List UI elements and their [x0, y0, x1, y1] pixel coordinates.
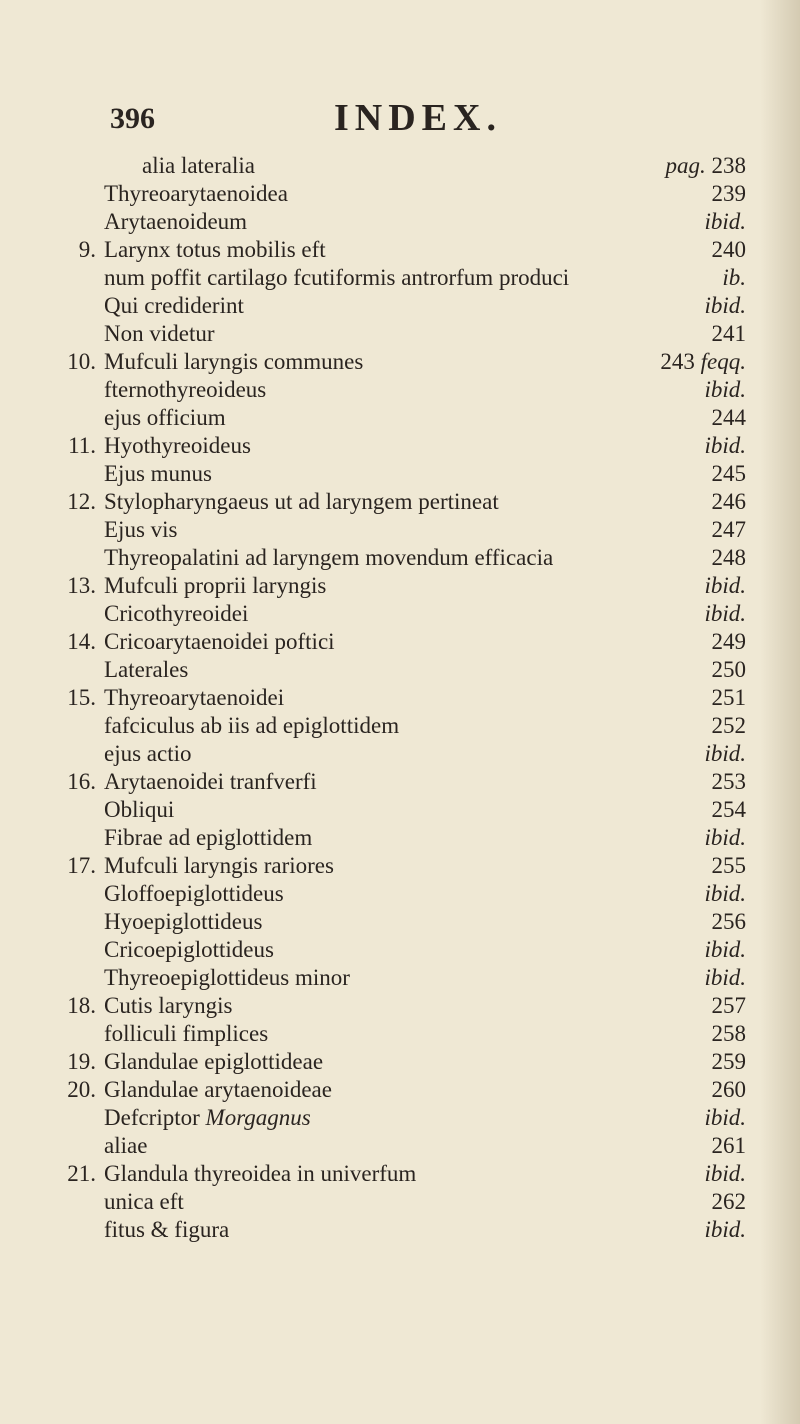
- index-entry: [46, 1160, 746, 1188]
- index-entry: [46, 852, 746, 880]
- entry-label: Non videtur: [104, 321, 215, 346]
- entry-label: Mufculi proprii laryngis: [104, 573, 327, 598]
- entry-label: Cricothyreoidei: [104, 601, 249, 626]
- entry-page: 249: [711, 629, 746, 654]
- entry-label: unica eft: [104, 1189, 184, 1214]
- entry-number: 12.: [67, 489, 96, 514]
- index-entry: [46, 376, 746, 404]
- index-entry: [46, 180, 746, 208]
- entry-label: Ejus vis: [104, 517, 178, 542]
- entry-label: Arytaenoidei tranfverfi: [104, 769, 317, 794]
- entry-label: folliculi fimplices: [104, 1021, 269, 1046]
- entry-label: Hyothyreoideus: [104, 433, 251, 458]
- entry-page: ibid.: [704, 209, 746, 234]
- entry-page: 246: [711, 489, 746, 514]
- entry-page: 252: [711, 713, 746, 738]
- index-entry: [46, 208, 746, 236]
- entry-label: alia lateralia: [142, 153, 256, 178]
- entry-label: fternothyreoideus: [104, 377, 267, 402]
- entry-label: Defcriptor Morgagnus: [104, 1105, 311, 1130]
- entry-page: ibid.: [704, 741, 746, 766]
- index-entry: [46, 236, 746, 264]
- running-title: INDEX.: [334, 97, 502, 139]
- entry-page: 254: [711, 797, 746, 822]
- entry-page: ibid.: [704, 293, 746, 318]
- index-entry: [46, 1132, 746, 1160]
- entry-number: 11.: [68, 433, 96, 458]
- index-entry: [46, 460, 746, 488]
- index-entry: [46, 152, 746, 180]
- entry-label: aliae: [104, 1133, 148, 1158]
- entry-number: 15.: [67, 685, 96, 710]
- entry-label: Thyreoepiglottideus minor: [104, 965, 350, 990]
- entry-label: Obliqui: [104, 797, 175, 822]
- entry-page: ibid.: [704, 1217, 746, 1242]
- entry-number: 17.: [67, 853, 96, 878]
- index-entry: [46, 936, 746, 964]
- entry-page: ibid.: [704, 965, 746, 990]
- index-entry: [46, 1076, 746, 1104]
- entry-label: Laterales: [104, 657, 189, 682]
- entry-page: 248: [711, 545, 746, 570]
- index-entry: [46, 992, 746, 1020]
- index-entry: [46, 600, 746, 628]
- index-entry: [46, 656, 746, 684]
- entry-page: 251: [711, 685, 746, 710]
- index-entry: [46, 628, 746, 656]
- index-entry: [46, 740, 746, 768]
- entry-label: fitus & figura: [104, 1217, 230, 1242]
- index-entry: [46, 796, 746, 824]
- entry-page: 261: [711, 1133, 746, 1158]
- index-entry: [46, 1048, 746, 1076]
- index-entry: [46, 348, 746, 376]
- entry-number: 13.: [67, 573, 96, 598]
- entry-label: Thyreoarytaenoidea: [104, 181, 288, 206]
- entry-label: Cricoarytaenoidei poftici: [104, 629, 335, 654]
- entry-page: 255: [711, 853, 746, 878]
- page-number: 396: [110, 102, 155, 135]
- entry-page: 256: [711, 909, 746, 934]
- entry-number: 21.: [67, 1161, 96, 1186]
- index-entry: [46, 1104, 746, 1132]
- entry-label: Glandula thyreoidea in univerfum: [104, 1161, 417, 1186]
- index-entry: [46, 712, 746, 740]
- entry-label: Ejus munus: [104, 461, 212, 486]
- entry-number: 18.: [67, 993, 96, 1018]
- index-entry: [46, 432, 746, 460]
- entry-page: 257: [711, 993, 746, 1018]
- index-entry: [46, 516, 746, 544]
- entry-page: 258: [711, 1021, 746, 1046]
- entry-page: ibid.: [704, 573, 746, 598]
- entry-page: 241: [711, 321, 746, 346]
- entry-label: Glandulae epiglottideae: [104, 1049, 324, 1074]
- entry-label: Gloffoepiglottideus: [104, 881, 284, 906]
- entry-label: Cutis laryngis: [104, 993, 233, 1018]
- index-entry: [46, 880, 746, 908]
- entry-number: 10.: [67, 349, 96, 374]
- entry-page: 259: [711, 1049, 746, 1074]
- index-entry: [46, 264, 746, 292]
- page-edge-shadow: [760, 0, 800, 1424]
- index-entry: [46, 908, 746, 936]
- index-entry: [46, 964, 746, 992]
- entry-page: ibid.: [704, 433, 746, 458]
- entry-page: 253: [711, 769, 746, 794]
- entry-label: Mufculi laryngis rariores: [104, 853, 334, 878]
- entry-label: Fibrae ad epiglottidem: [104, 825, 313, 850]
- index-entry: [46, 404, 746, 432]
- entry-page: ibid.: [704, 825, 746, 850]
- entry-page: 240: [711, 237, 746, 262]
- page-header: [110, 97, 670, 152]
- entry-number: 20.: [67, 1077, 96, 1102]
- index-entry: [46, 824, 746, 852]
- index-entry: [46, 544, 746, 572]
- entry-page: ibid.: [704, 937, 746, 962]
- index-entries: [46, 152, 746, 1244]
- entry-label: Qui crediderint: [104, 293, 244, 318]
- entry-label: Glandulae arytaenoideae: [104, 1077, 332, 1102]
- entry-label: Larynx totus mobilis eft: [104, 237, 326, 262]
- entry-page: 245: [711, 461, 746, 486]
- entry-page: 239: [711, 181, 746, 206]
- entry-label: Thyreoarytaenoidei: [104, 685, 285, 710]
- entry-page: ibid.: [704, 1161, 746, 1186]
- entry-label: Hyoepiglottideus: [104, 909, 263, 934]
- index-entry: [46, 768, 746, 796]
- entry-label: Arytaenoideum: [104, 209, 248, 234]
- index-entry: [46, 292, 746, 320]
- entry-label: ejus officium: [104, 405, 226, 430]
- index-entry: [46, 684, 746, 712]
- entry-label: ejus actio: [104, 741, 192, 766]
- entry-page: ibid.: [704, 601, 746, 626]
- entry-page: pag. 238: [665, 153, 746, 178]
- entry-page: 243 feqq.: [660, 349, 746, 374]
- index-entry: [46, 1216, 746, 1244]
- entry-label: Stylopharyngaeus ut ad laryngem pertineat: [104, 489, 499, 514]
- index-entry: [46, 572, 746, 600]
- entry-page: 250: [711, 657, 746, 682]
- entry-page: 260: [711, 1077, 746, 1102]
- entry-label: fafciculus ab iis ad epiglottidem: [104, 713, 400, 738]
- entry-label: Cricoepiglottideus: [104, 937, 274, 962]
- entry-number: 9.: [78, 237, 96, 262]
- entry-number: 14.: [67, 629, 96, 654]
- index-entry: [46, 488, 746, 516]
- entry-page: ibid.: [704, 377, 746, 402]
- entry-page: 262: [711, 1189, 746, 1214]
- entry-page: 244: [711, 405, 746, 430]
- entry-page: 247: [711, 517, 746, 542]
- index-entry: [46, 320, 746, 348]
- index-entry: [46, 1188, 746, 1216]
- entry-label: Mufculi laryngis communes: [104, 349, 364, 374]
- entry-number: 19.: [67, 1049, 96, 1074]
- entry-page: ib.: [722, 265, 746, 290]
- entry-label: num poffit cartilago fcutiformis antrorfum produci: [104, 265, 570, 290]
- entry-label: Thyreopalatini ad laryngem movendum efficacia: [104, 545, 554, 570]
- index-entry: [46, 1020, 746, 1048]
- entry-page: ibid.: [704, 881, 746, 906]
- entry-page: ibid.: [704, 1105, 746, 1130]
- entry-number: 16.: [67, 769, 96, 794]
